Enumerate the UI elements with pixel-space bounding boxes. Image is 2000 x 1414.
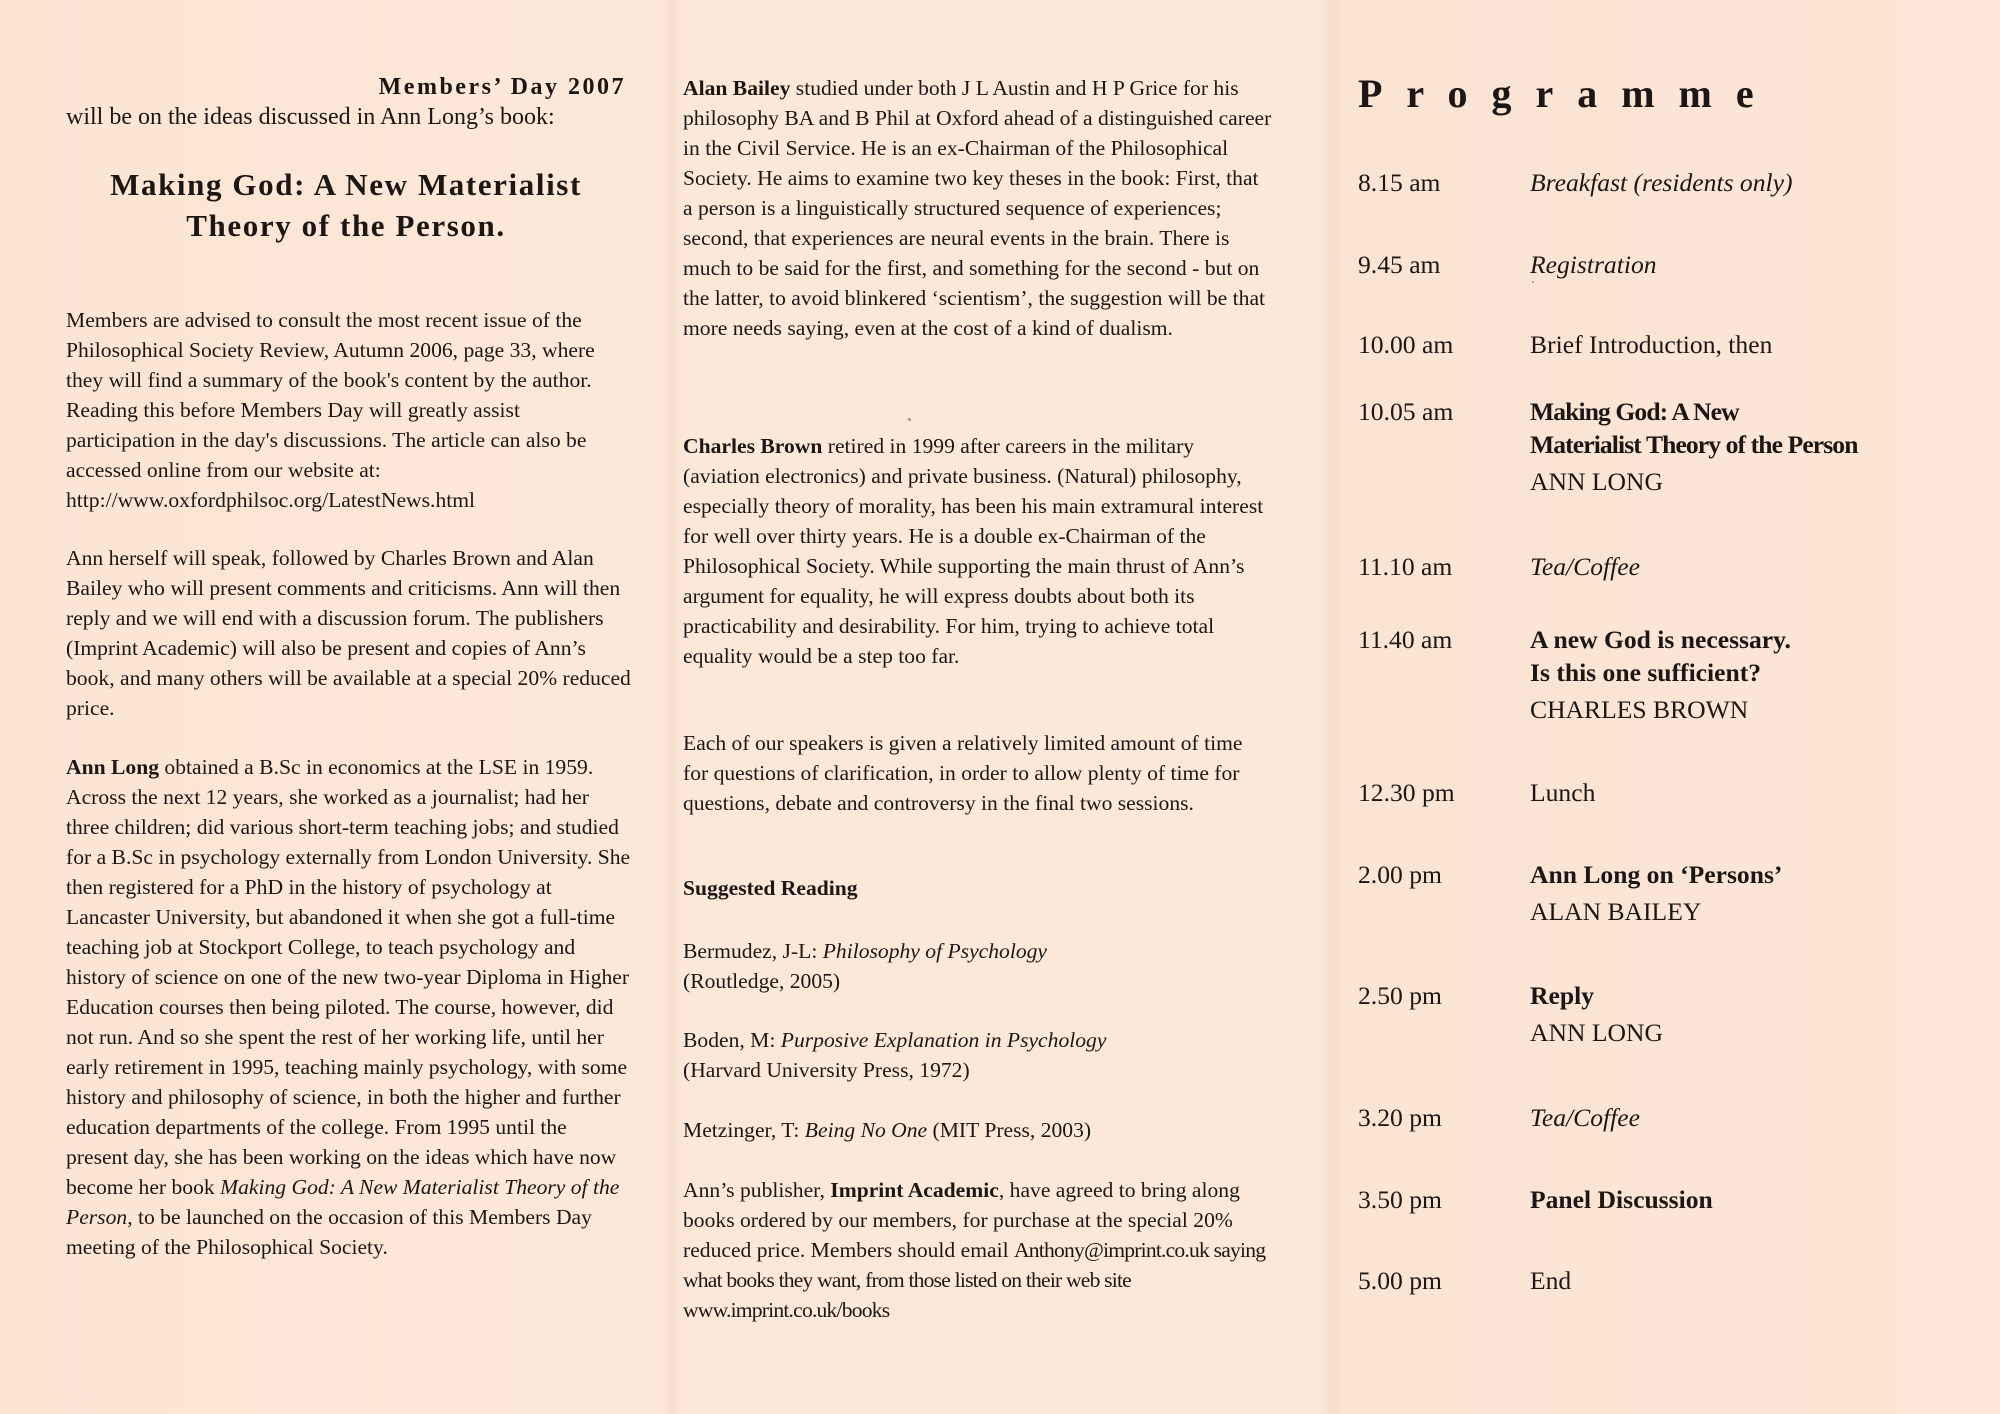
programme-time: 9.45 am: [1358, 250, 1441, 279]
session-speaker: CHARLES BROWN: [1530, 695, 1749, 724]
paper-speck: [1532, 281, 1534, 283]
programme-title: Programme: [1358, 71, 1778, 116]
ann-long-bio-text: obtained a B.Sc in economics at the LSE in 1959. Across the next 12 years, she worked as a journalist; had her three children; did various short-term teaching jobs; and studied for a B.Sc in psychology externally from London University. She then registered for a PhD in the history of psychology at Lancaster University, but abandoned it when she got a full-time teaching job at Stockport College, to teach psychology and history of science on one of the new two-year Diploma in Higher Education courses then being piloted. The course, however, did not run. And so she spent the rest of her working life, until her early retirement in 1995, teaching mainly psychology, with some history and philosophy of science, in both the higher and further education departments of the college. From 1995 until the present day, she has been working on the ideas which have now become her book: [66, 755, 631, 1199]
session-title-line1: Making God: A New: [1530, 397, 1739, 426]
reading-publisher: (MIT Press, 2003): [927, 1118, 1092, 1142]
ann-long-book-title: Making God: A New Materialist Theory of the Person: [66, 1175, 620, 1229]
programme-item: Brief Introduction, then: [1530, 330, 1773, 359]
ann-long-bio-end: , to be launched on the occasion of this Members Day meeting of the Philosophical Society.: [66, 1205, 592, 1259]
reading-title: Being No One: [804, 1118, 928, 1142]
session-speaker: ANN LONG: [1530, 467, 1663, 496]
publisher-paragraph: [683, 1175, 1273, 1325]
programme-time: 10.00 am: [1358, 330, 1454, 359]
paper-speck: [908, 418, 911, 421]
alan-bailey-bio: [683, 73, 1273, 343]
programme-item: Tea/Coffee: [1530, 1103, 1640, 1132]
programme-time: 3.20 pm: [1358, 1103, 1442, 1132]
programme-item: Lunch: [1530, 778, 1596, 807]
reading-author: Metzinger, T:: [683, 1118, 805, 1142]
programme-session: [1530, 623, 1960, 726]
question-time-paragraph: Each of our speakers is given a relatively limited amount of time for questions of clarification, in order to allow plenty of time for questions, debate and controversy in the final two sessions.: [683, 731, 1243, 815]
ann-long-bio: [66, 752, 631, 1262]
programme-session: [1530, 395, 1960, 498]
reading-publisher: (Harvard University Press, 1972): [683, 1058, 970, 1082]
reading-author: Bermudez, J-L:: [683, 939, 823, 963]
column-speakers: [683, 0, 1272, 1414]
programme-time: 11.40 am: [1358, 625, 1453, 654]
members-day-subheading: will be on the ideas discussed in Ann Long’s book:: [66, 104, 555, 130]
alan-bailey-name: Alan Bailey: [683, 76, 791, 100]
programme-session: [1530, 858, 1960, 928]
session-title-line2: Materialist Theory of the Person: [1530, 430, 1858, 459]
programme-item: Registration: [1530, 250, 1657, 279]
suggested-reading-heading: Suggested Reading: [683, 876, 858, 900]
publisher-name: Imprint Academic: [830, 1178, 999, 1202]
charles-brown-bio-text: retired in 1999 after careers in the military (aviation electronics) and private business. (Natural) philosophy, especially theory of morality, has been his main extramural interest for well over thirty years. He is a double ex-Chairman of the Philosophical Society. While supporting the main thrust of Ann’s argument for equality, he will express doubts about both its practicability and desirability. For him, trying to achieve total equality would be a step too far.: [683, 434, 1264, 668]
session-title-line1: Reply: [1530, 981, 1594, 1010]
programme-time: 3.50 pm: [1358, 1185, 1442, 1214]
session-title-line1: Ann Long on ‘Persons’: [1530, 860, 1783, 889]
reading-item: [683, 1025, 1273, 1085]
alan-bailey-bio-text: studied under both J L Austin and H P Grice for his philosophy BA and B Phil at Oxford ahead of a distinguished career in the Civil Service. He is an ex-Chairman of the Philosophical Society. He aims to examine two key theses in the book: First, that a person is a linguistically structured sequence of experiences; second, that experiences are neural events in the brain. There is much to be said for the first, and something for the second - but on the latter, to avoid blinkered ‘scientism’, the suggestion will be that more needs saying, even at the cost of a kind of dualism.: [683, 76, 1272, 340]
reading-author: Boden, M:: [683, 1028, 781, 1052]
programme-time: 8.15 am: [1358, 168, 1441, 197]
publisher-text-cont: , have agreed to bring along books ordered by our members, for purchase at the special 20% reduced price. Members should email: [683, 1178, 1240, 1262]
programme-session: [1530, 979, 1960, 1049]
programme-time: 11.10 am: [1358, 552, 1453, 581]
programme-session: [1530, 1183, 1960, 1216]
book-title-line1: Making God: A New Materialist: [110, 167, 582, 202]
session-speaker: ANN LONG: [1530, 1018, 1663, 1047]
session-title-line1: Panel Discussion: [1530, 1185, 1713, 1214]
programme-time: 12.30 pm: [1358, 778, 1455, 807]
publisher-contact: Anthony@imprint.co.uk saying what books they want, from those listed on their web site www.imprint.co.uk/books: [683, 1238, 1266, 1322]
reading-item: [683, 1115, 1273, 1145]
programme-time: 10.05 am: [1358, 397, 1454, 426]
session-title-line2: Is this one sufficient?: [1530, 658, 1762, 687]
column-programme: [1358, 0, 1958, 1414]
programme-item: Tea/Coffee: [1530, 552, 1640, 581]
column-members-day: [66, 0, 631, 1414]
review-paragraph: Members are advised to consult the most recent issue of the Philosophical Society Review, Autumn 2006, page 33, where they will find a summary of the book's content by the author. Reading this before Members Day will greatly assist participation in the day's discussions. The article can also be accessed online from our website at: http://www.oxfordphilsoc.org/LatestNews.html: [66, 308, 595, 512]
charles-brown-name: Charles Brown: [683, 434, 823, 458]
speakers-paragraph: Ann herself will speak, followed by Charles Brown and Alan Bailey who will present comments and criticisms. Ann will then reply and we will end with a discussion forum. The publishers (Imprint Academic) will also be present and copies of Ann’s book, and many others will be available at a special 20% reduced price.: [66, 546, 631, 720]
charles-brown-bio: [683, 431, 1273, 671]
programme-item: End: [1530, 1266, 1572, 1295]
publisher-text: Ann’s publisher,: [683, 1178, 831, 1202]
reading-title: Philosophy of Psychology: [822, 939, 1048, 963]
reading-item: [683, 936, 1273, 996]
book-title-line2: Theory of the Person.: [186, 208, 506, 243]
programme-item: Breakfast (residents only): [1530, 168, 1793, 197]
reading-title: Purposive Explanation in Psychology: [780, 1028, 1107, 1052]
ann-long-name: Ann Long: [66, 755, 160, 779]
programme-time: 2.50 pm: [1358, 981, 1442, 1010]
reading-publisher: (Routledge, 2005): [683, 969, 841, 993]
session-title-line1: A new God is necessary.: [1530, 625, 1791, 654]
programme-time: 2.00 pm: [1358, 860, 1442, 889]
book-title: [66, 164, 626, 246]
members-day-heading: Members’ Day 2007: [378, 74, 626, 100]
session-speaker: ALAN BAILEY: [1530, 897, 1702, 926]
programme-time: 5.00 pm: [1358, 1266, 1442, 1295]
